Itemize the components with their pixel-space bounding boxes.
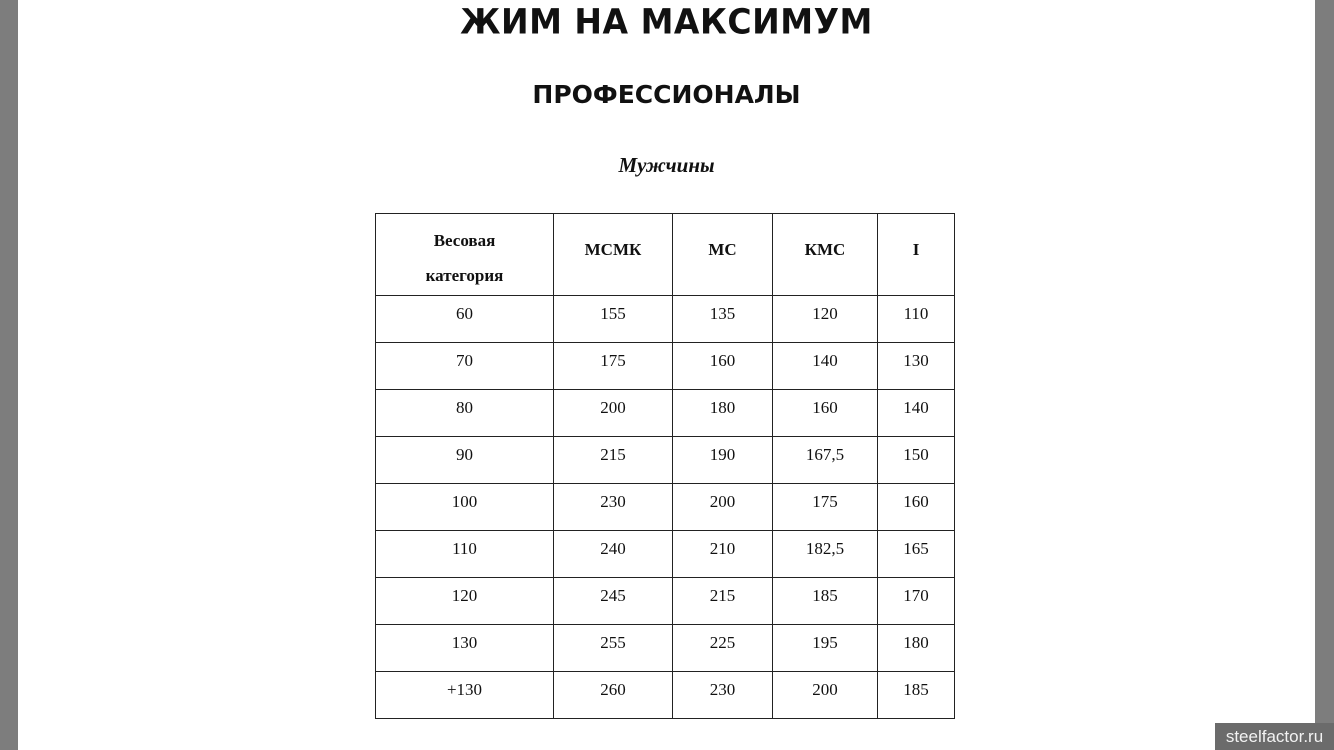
cell-msmk: 155 xyxy=(554,296,673,343)
column-header-weight-category: Весовая категория xyxy=(376,214,554,296)
cell-kms: 195 xyxy=(773,625,878,672)
cell-ms: 135 xyxy=(673,296,773,343)
cell-first-rank: 180 xyxy=(878,625,955,672)
site-watermark: steelfactor.ru xyxy=(1215,723,1334,750)
cell-first-rank: 185 xyxy=(878,672,955,719)
table-row xyxy=(376,390,955,437)
cell-msmk: 230 xyxy=(554,484,673,531)
section-title: Мужчины xyxy=(618,153,715,177)
cell-kms: 185 xyxy=(773,578,878,625)
cell-weight-category: 130 xyxy=(376,625,554,672)
cell-kms: 120 xyxy=(773,296,878,343)
cell-ms: 160 xyxy=(673,343,773,390)
cell-msmk: 175 xyxy=(554,343,673,390)
cell-kms: 167,5 xyxy=(773,437,878,484)
cell-ms: 190 xyxy=(673,437,773,484)
cell-kms: 160 xyxy=(773,390,878,437)
document-page xyxy=(18,0,1315,750)
cell-first-rank: 150 xyxy=(878,437,955,484)
norms-table xyxy=(375,213,955,719)
cell-msmk: 255 xyxy=(554,625,673,672)
cell-weight-category: 110 xyxy=(376,531,554,578)
cell-weight-category: 120 xyxy=(376,578,554,625)
cell-ms: 225 xyxy=(673,625,773,672)
cell-kms: 200 xyxy=(773,672,878,719)
document-title: ЖИМ НА МАКСИМУМ xyxy=(460,1,873,42)
table-row xyxy=(376,343,955,390)
cell-weight-category: 100 xyxy=(376,484,554,531)
cell-weight-category: 90 xyxy=(376,437,554,484)
table-row xyxy=(376,484,955,531)
column-header-kms: КМС xyxy=(773,214,878,296)
cell-weight-category: 60 xyxy=(376,296,554,343)
table-row xyxy=(376,625,955,672)
column-header-ms: МС xyxy=(673,214,773,296)
column-header-first-rank: I xyxy=(878,214,955,296)
table-row xyxy=(376,531,955,578)
cell-weight-category: +130 xyxy=(376,672,554,719)
table-row xyxy=(376,672,955,719)
cell-first-rank: 110 xyxy=(878,296,955,343)
cell-first-rank: 165 xyxy=(878,531,955,578)
table-header-row xyxy=(376,214,955,296)
cell-weight-category: 70 xyxy=(376,343,554,390)
cell-kms: 182,5 xyxy=(773,531,878,578)
column-header-msmk: МСМК xyxy=(554,214,673,296)
cell-weight-category: 80 xyxy=(376,390,554,437)
cell-first-rank: 140 xyxy=(878,390,955,437)
cell-msmk: 260 xyxy=(554,672,673,719)
table-row xyxy=(376,296,955,343)
cell-first-rank: 170 xyxy=(878,578,955,625)
cell-ms: 215 xyxy=(673,578,773,625)
table-row xyxy=(376,578,955,625)
cell-msmk: 200 xyxy=(554,390,673,437)
cell-first-rank: 160 xyxy=(878,484,955,531)
document-subtitle: ПРОФЕССИОНАЛЫ xyxy=(532,80,801,109)
cell-kms: 140 xyxy=(773,343,878,390)
cell-ms: 210 xyxy=(673,531,773,578)
cell-ms: 200 xyxy=(673,484,773,531)
cell-ms: 180 xyxy=(673,390,773,437)
cell-first-rank: 130 xyxy=(878,343,955,390)
cell-msmk: 240 xyxy=(554,531,673,578)
cell-ms: 230 xyxy=(673,672,773,719)
cell-msmk: 215 xyxy=(554,437,673,484)
table-row xyxy=(376,437,955,484)
cell-kms: 175 xyxy=(773,484,878,531)
cell-msmk: 245 xyxy=(554,578,673,625)
